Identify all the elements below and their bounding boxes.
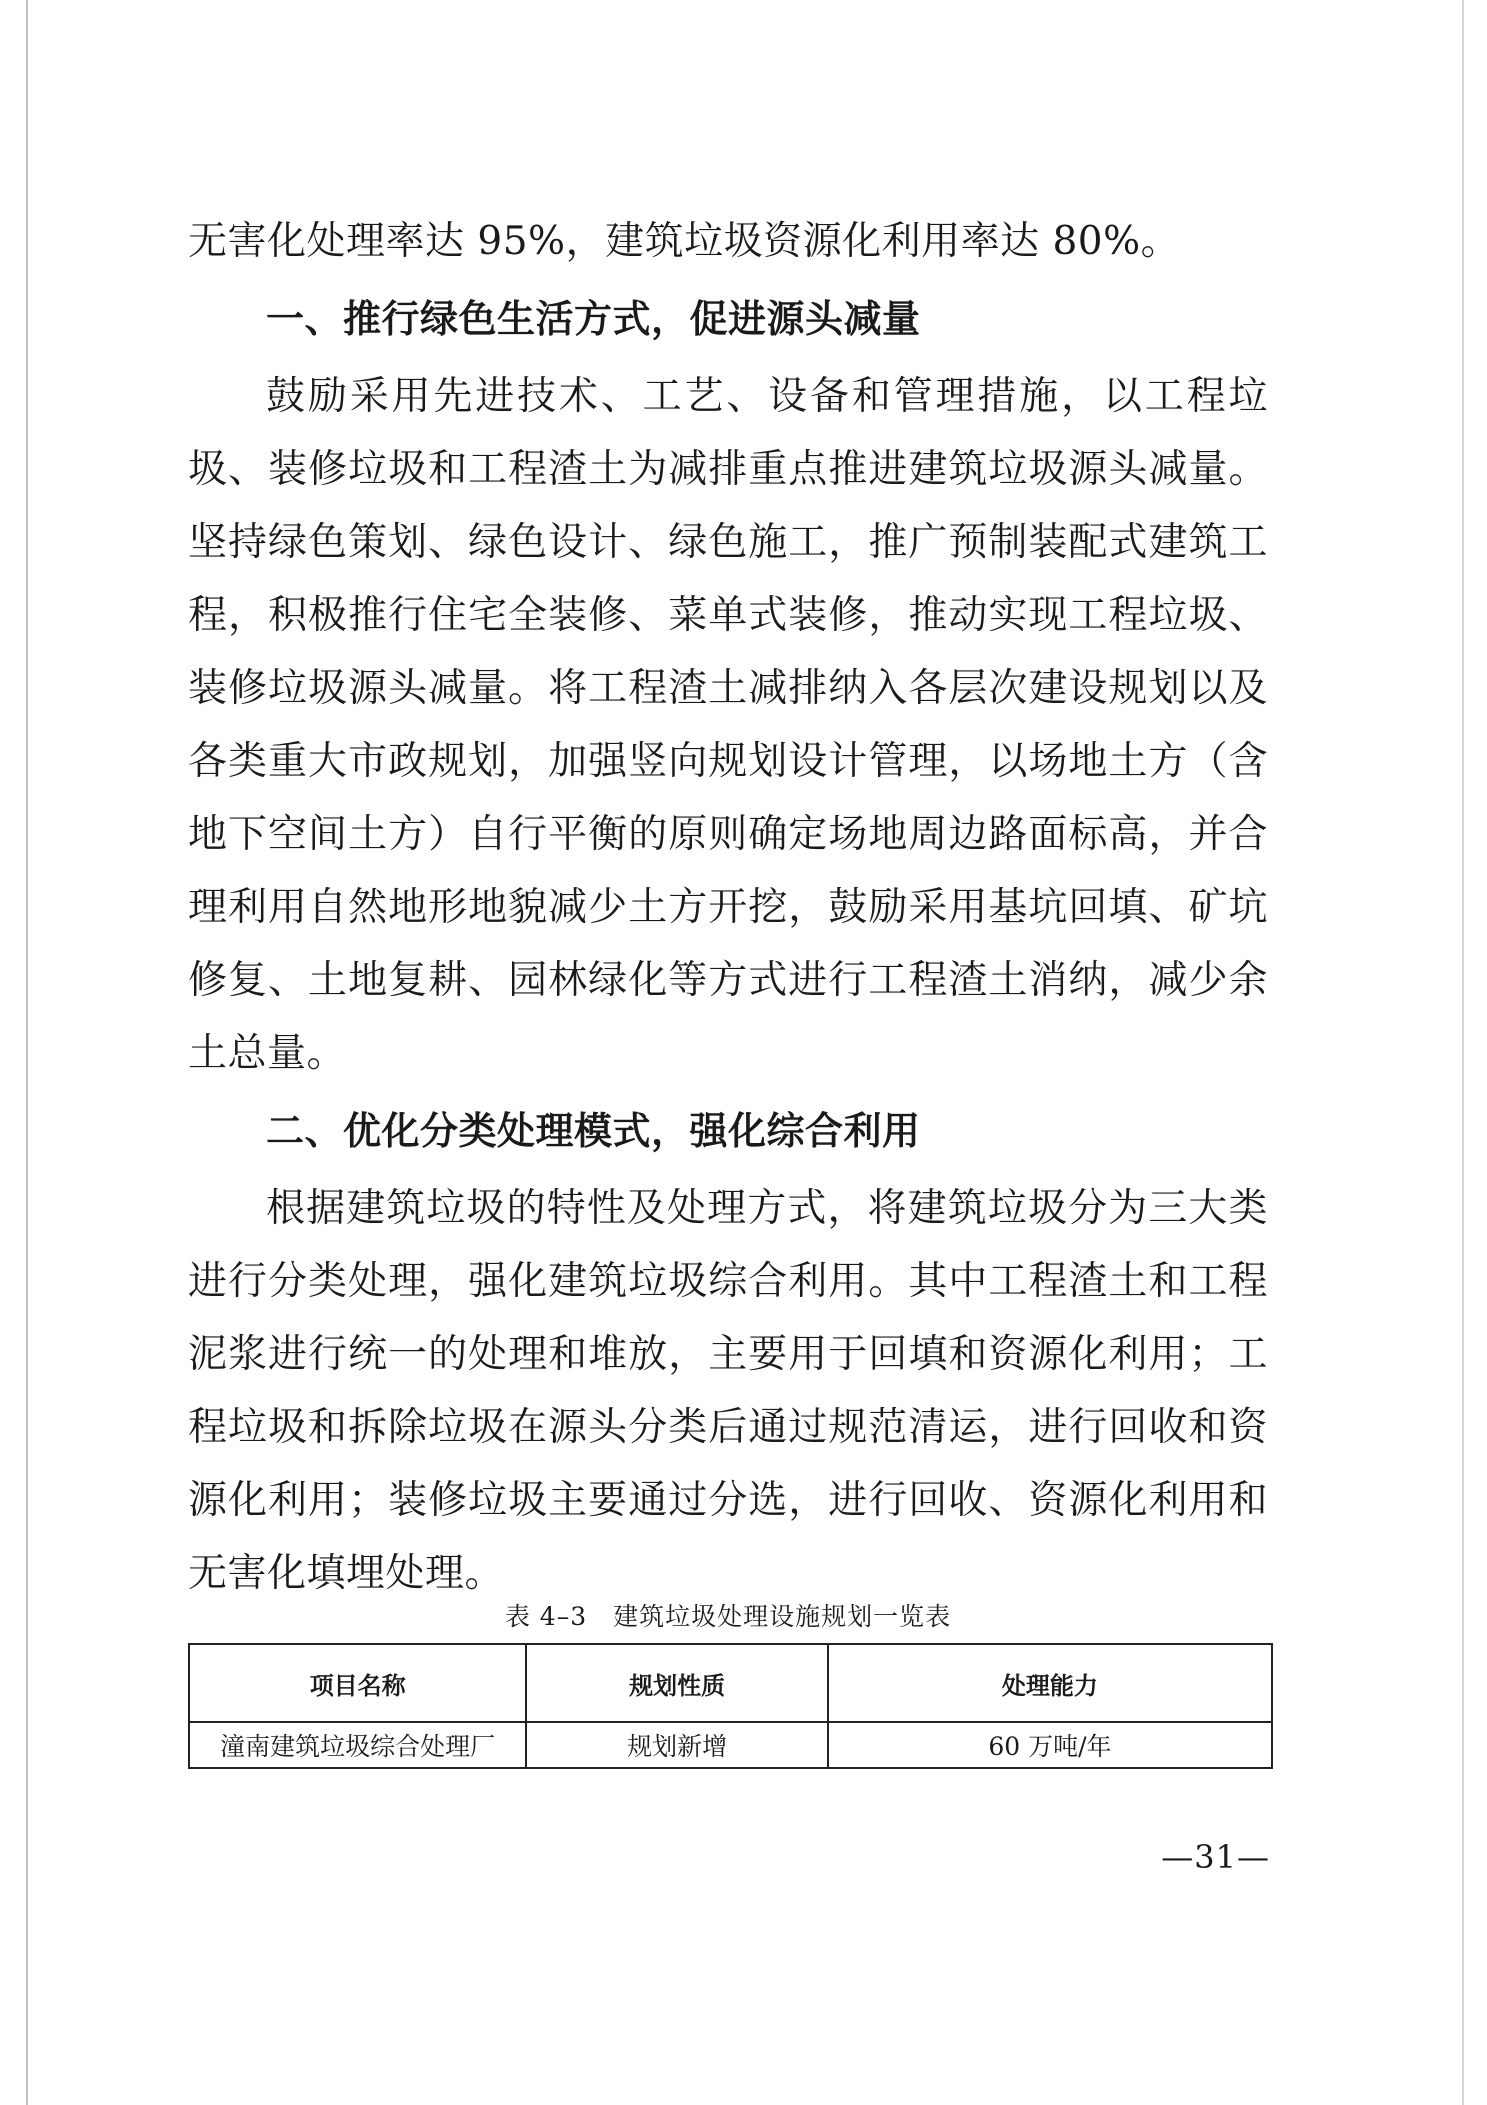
paragraph-classification: 根据建筑垃圾的特性及处理方式，将建筑垃圾分为三大类进行分类处理，强化建筑垃圾综合利用。其中工程渣土和工程泥浆进行统一的处理和堆放，主要用于回填和资源化利用；工程垃圾和拆除垃圾在源头分类后通过规范清运，进行回收和资源化利用；装修垃圾主要通过分选，进行回收、资源化利用和无害化填埋处理。 (188, 1186, 1268, 1596)
header-capacity: 处理能力 (828, 1644, 1272, 1722)
header-plan-nature: 规划性质 (526, 1644, 827, 1722)
cell-capacity: 60 万吨/年 (828, 1722, 1272, 1768)
page-number: —31— (1161, 1838, 1270, 1876)
document-body (188, 205, 1268, 1610)
scan-edge-left (26, 0, 28, 2105)
section-heading-2: 二、优化分类处理模式，强化综合利用 (266, 1109, 921, 1153)
table-caption: 表 4–3 建筑垃圾处理设施规划一览表 (504, 1602, 952, 1631)
table-header-row (189, 1644, 1272, 1722)
section-heading-1: 一、推行绿色生活方式，促进源头减量 (266, 297, 921, 341)
continuation-paragraph: 无害化处理率达 95%，建筑垃圾资源化利用率达 80%。 (188, 219, 1181, 264)
scan-edge-right (1462, 0, 1464, 2105)
cell-plan-nature: 规划新增 (526, 1722, 827, 1768)
paragraph-source-reduction: 鼓励采用先进技术、工艺、设备和管理措施，以工程垃圾、装修垃圾和工程渣土为减排重点推进建筑垃圾源头减量。坚持绿色策划、绿色设计、绿色施工，推广预制装配式建筑工程，积极推行住宅全装修、菜单式装修，推动实现工程垃圾、装修垃圾源头减量。将工程渣土减排纳入各层次建设规划以及各类重大市政规划，加强竖向规划设计管理，以场地土方（含地下空间土方）自行平衡的原则确定场地周边路面标高，并合理利用自然地形地貌减少土方开挖，鼓励采用基坑回填、矿坑修复、土地复耕、园林绿化等方式进行工程渣土消纳，减少余土总量。 (188, 374, 1268, 1076)
facilities-table (188, 1643, 1273, 1769)
table-row (189, 1722, 1272, 1768)
header-project-name: 项目名称 (189, 1644, 526, 1722)
cell-project-name: 潼南建筑垃圾综合处理厂 (189, 1722, 526, 1768)
